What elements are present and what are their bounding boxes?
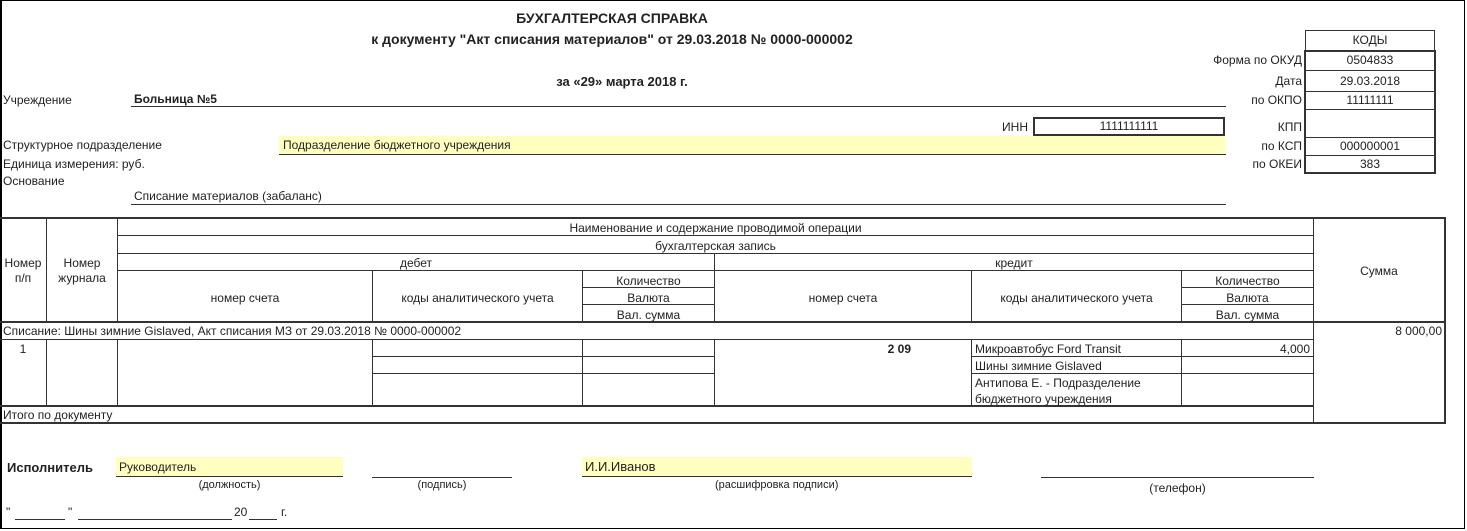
institution-label: Учреждение bbox=[3, 93, 72, 107]
header-row-num-line2: п/п bbox=[14, 271, 32, 285]
header-credit-analytics: коды аналитического учета bbox=[1000, 291, 1153, 305]
phone-field[interactable] bbox=[1041, 457, 1314, 478]
codes-label-ksp: по КСП bbox=[1261, 139, 1302, 153]
phone-caption: (телефон) bbox=[1149, 481, 1206, 495]
header-debit-analytics: коды аналитического учета bbox=[401, 291, 554, 305]
document-subtitle: к документу "Акт списания материалов" от 29.03.2018 № 0000-000002 bbox=[371, 31, 853, 47]
codes-header: КОДЫ bbox=[1305, 30, 1435, 51]
inn-label: ИНН bbox=[1002, 120, 1028, 134]
codes-value-date[interactable]: 29.03.2018 bbox=[1339, 74, 1401, 88]
codes-value-ksp[interactable]: 000000001 bbox=[1339, 139, 1401, 153]
header-row-num-line1: Номер bbox=[4, 256, 42, 270]
header-debit-currency-sum: Вал. сумма bbox=[616, 308, 681, 322]
name-caption: (расшифровка подписи) bbox=[715, 479, 839, 491]
date-quote-close: " bbox=[68, 505, 73, 519]
codes-label-okud: Форма по ОКУД bbox=[1213, 53, 1302, 67]
unit-label: Единица измерения: руб. bbox=[3, 157, 145, 171]
header-debit-quantity: Количество bbox=[616, 274, 681, 288]
header-journal-line1: Номер bbox=[63, 256, 101, 270]
date-year-field[interactable] bbox=[249, 505, 277, 520]
position-field[interactable]: Руководитель bbox=[116, 457, 343, 477]
header-journal bbox=[47, 256, 117, 286]
codes-value-okei[interactable]: 383 bbox=[1359, 157, 1381, 171]
codes-value-okpo[interactable]: 11111111 bbox=[1346, 93, 1394, 107]
basis-label: Основание bbox=[3, 174, 65, 188]
row-credit-analytics-3a: Антипова Е. - Подразделение bbox=[975, 376, 1141, 390]
header-operation: Наименование и содержание проводимой операции bbox=[569, 221, 862, 235]
document-date: за «29» марта 2018 г. bbox=[556, 74, 688, 89]
group-row-text: Списание: Шины зимние Gislaved, Акт списания МЗ от 29.03.2018 № 0000-000002 bbox=[3, 324, 462, 338]
signature-caption: (подпись) bbox=[417, 479, 467, 491]
name-field[interactable]: И.И.Иванов bbox=[582, 457, 972, 477]
executor-label: Исполнитель bbox=[7, 460, 93, 475]
inn-field[interactable]: 1111111111 bbox=[1033, 117, 1225, 136]
codes-label-date: Дата bbox=[1275, 74, 1302, 88]
row-credit-quantity: 4,000 bbox=[1279, 342, 1310, 356]
position-caption: (должность) bbox=[198, 479, 261, 491]
codes-label-okpo: по ОКПО bbox=[1251, 93, 1302, 107]
basis-field[interactable]: Списание материалов (забаланс) bbox=[131, 189, 1226, 205]
date-day-field[interactable] bbox=[15, 505, 65, 520]
division-field[interactable]: Подразделение бюджетного учреждения bbox=[279, 136, 1226, 155]
date-quote-open: " bbox=[6, 505, 11, 519]
header-debit-currency: Валюта bbox=[627, 291, 670, 305]
header-entry: бухгалтерская запись bbox=[655, 239, 776, 253]
institution-field[interactable]: Больница №5 bbox=[131, 92, 1226, 107]
header-sum: Сумма bbox=[1360, 264, 1398, 278]
header-credit-quantity: Количество bbox=[1215, 274, 1280, 288]
document-title: БУХГАЛТЕРСКАЯ СПРАВКА bbox=[516, 10, 708, 26]
header-journal-line2: журнала bbox=[58, 271, 106, 285]
date-year-suffix: г. bbox=[281, 505, 288, 519]
date-year-prefix: 20 bbox=[234, 505, 248, 519]
header-credit-currency-sum: Вал. сумма bbox=[1215, 308, 1280, 322]
group-row-sum: 8 000,00 bbox=[1395, 324, 1442, 338]
signature-field[interactable] bbox=[372, 457, 512, 478]
codes-value-okud[interactable]: 0504833 bbox=[1346, 53, 1394, 67]
header-credit-account: номер счета bbox=[808, 291, 878, 305]
row-credit-analytics-3b: бюджетного учреждения bbox=[975, 392, 1112, 406]
row-credit-analytics-2: Шины зимние Gislaved bbox=[975, 359, 1102, 373]
date-month-field[interactable] bbox=[78, 505, 232, 520]
division-label: Структурное подразделение bbox=[3, 138, 162, 152]
header-credit: кредит bbox=[995, 256, 1033, 270]
header-row-num bbox=[0, 256, 46, 286]
header-debit: дебет bbox=[399, 256, 433, 270]
codes-label-okei: по ОКЕИ bbox=[1252, 157, 1302, 171]
header-debit-account: номер счета bbox=[210, 291, 280, 305]
row-credit-account: 2 09 bbox=[887, 342, 911, 356]
header-credit-currency: Валюта bbox=[1226, 291, 1269, 305]
row-num: 1 bbox=[19, 342, 27, 356]
codes-label-kpp: КПП bbox=[1277, 120, 1302, 134]
row-credit-analytics-1: Микроавтобус Ford Transit bbox=[975, 342, 1121, 356]
total-label: Итого по документу bbox=[3, 408, 113, 422]
